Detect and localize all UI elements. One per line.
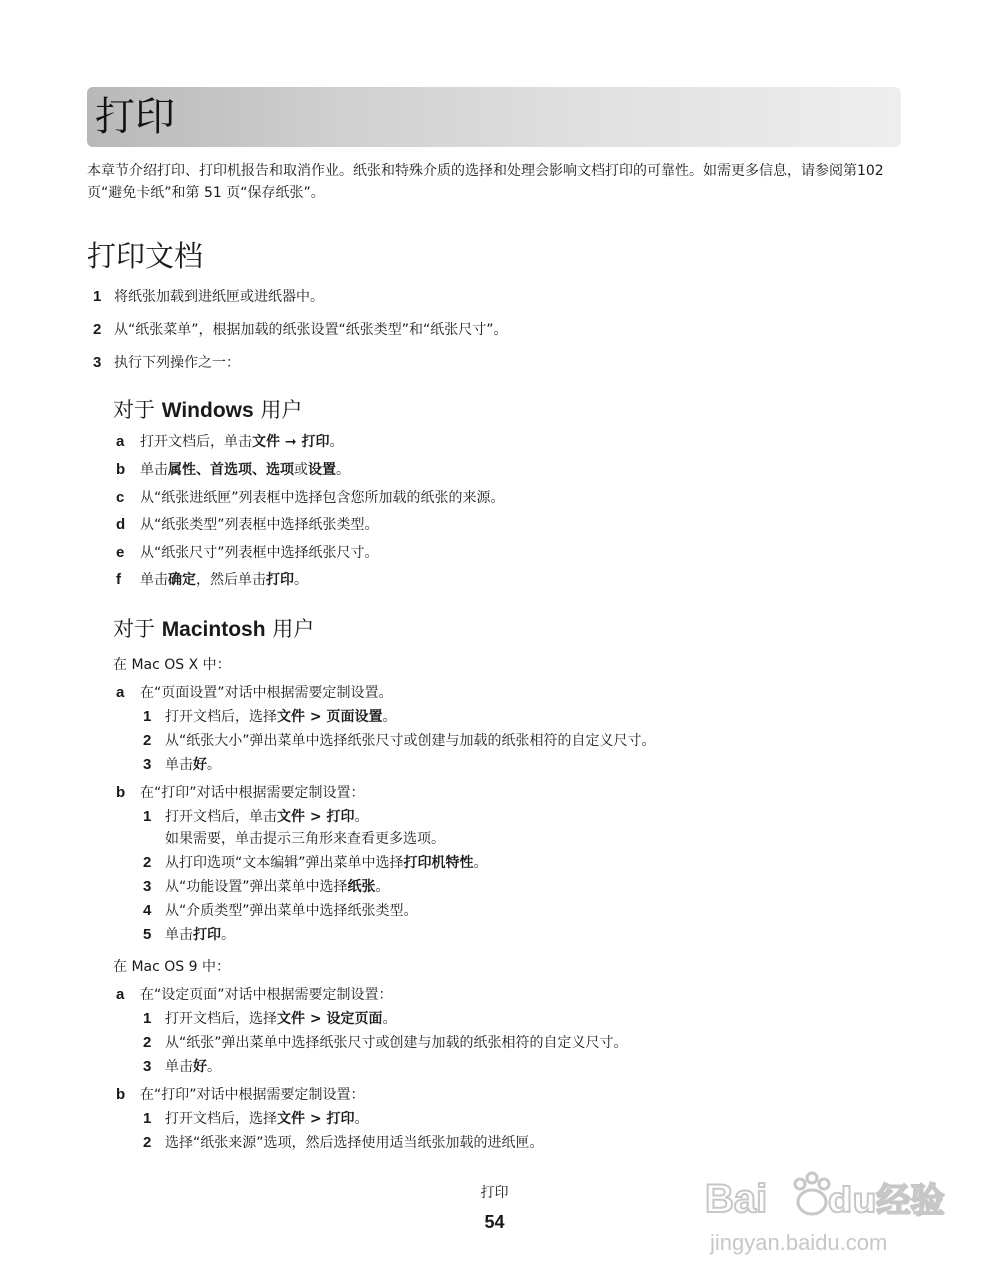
windows-heading: [113, 396, 302, 425]
text-part: 。: [382, 1011, 397, 1027]
step-text: 将纸张加载到进纸匣或进纸器中。: [114, 289, 324, 305]
step-text: 从“介质类型”弹出菜单中选择纸张类型。: [165, 903, 418, 919]
text-part: 打开文档后，选择: [165, 709, 277, 725]
footer-chapter-title: 打印: [480, 1185, 509, 1201]
text-part: 。: [354, 1111, 369, 1127]
step-text: 从“纸张菜单”，根据加载的纸张设置“纸张类型”和“纸张尺寸”。: [114, 322, 508, 338]
item-text: [140, 432, 343, 452]
item-text: 在“打印”对话中根据需要定制设置：: [140, 785, 365, 801]
menu-path: 文件 > 打印: [277, 809, 355, 825]
text-part: 。: [221, 927, 235, 943]
section-title: 打印文档: [87, 239, 204, 273]
step-number: 1: [143, 1110, 152, 1127]
step-number: 2: [93, 321, 102, 338]
baidu-jingyan-watermark: [700, 1150, 960, 1260]
menu-path: 打印机特性: [403, 855, 474, 871]
item-text: 在“打印”对话中根据需要定制设置：: [140, 1087, 365, 1103]
item-text: 从“纸张尺寸”列表框中选择纸张尺寸。: [140, 545, 379, 561]
step-number: 5: [143, 926, 152, 943]
text-part: ，然后单击: [196, 572, 266, 588]
text-part: 。: [294, 572, 308, 588]
step-number: 3: [143, 878, 152, 895]
step-text: [165, 853, 488, 873]
text-part: 。: [473, 855, 488, 871]
step-text: [165, 755, 221, 775]
step-number: 3: [93, 354, 102, 371]
heading-prefix: 对于: [113, 617, 155, 641]
menu-path: 设置: [308, 462, 336, 478]
text-part: 。: [329, 434, 344, 450]
text-part: 。: [354, 809, 369, 825]
step-number: 1: [93, 288, 102, 305]
item-text: 从“纸张进纸匣”列表框中选择包含您所加载的纸张的来源。: [140, 490, 505, 506]
menu-path: 好: [193, 1059, 207, 1075]
intro-paragraph: 本章节介绍打印、打印机报告和取消作业。纸张和特殊介质的选择和处理会影响文档打印的可靠性。如需更多信息，请参阅第102 页“避免卡纸”和第 51 页“保存纸张”。: [87, 163, 884, 201]
step-text: [165, 807, 368, 827]
menu-path: 纸张: [347, 879, 376, 895]
step-text: 从“纸张大小”弹出菜单中选择纸张尺寸或创建与加载的纸张相符的自定义尺寸。: [165, 733, 656, 749]
text-part: 打开文档后，单击: [140, 434, 252, 450]
step-note: 如果需要，单击提示三角形来查看更多选项。: [165, 831, 445, 847]
step-number: 2: [143, 732, 152, 749]
text-part: 单击: [165, 1059, 193, 1075]
item-label: b: [116, 1086, 126, 1103]
menu-path: 文件 > 打印: [277, 1111, 355, 1127]
item-label: b: [116, 461, 126, 478]
watermark-url: jingyan.baidu.com: [710, 1230, 888, 1255]
chapter-title: 打印: [95, 94, 175, 140]
item-label: d: [116, 516, 126, 533]
step-number: 1: [143, 708, 152, 725]
text-part: 打开文档后，选择: [165, 1111, 277, 1127]
item-label: a: [116, 986, 125, 1003]
text-part: 单击: [165, 927, 193, 943]
step-number: 2: [143, 1134, 152, 1151]
item-label: c: [116, 489, 125, 506]
text-part: 打开文档后，选择: [165, 1011, 277, 1027]
menu-path: 确定: [168, 572, 196, 588]
item-text: 从“纸张类型”列表框中选择纸张类型。: [140, 517, 379, 533]
text-part: 或: [294, 462, 308, 478]
step-text: 执行下列操作之一：: [114, 355, 240, 371]
step-text: 选择“纸张来源”选项，然后选择使用适当纸张加载的进纸匣。: [165, 1135, 544, 1151]
item-label: e: [116, 544, 125, 561]
watermark-brand: Bai: [705, 1177, 768, 1221]
step-text: [165, 925, 235, 945]
item-label: f: [116, 571, 121, 588]
menu-path: 好: [193, 757, 207, 773]
menu-path: 文件 ➞ 打印: [252, 434, 330, 450]
text-part: 打开文档后，单击: [165, 809, 277, 825]
item-text: [140, 460, 350, 480]
heading-os-name: Windows: [161, 399, 254, 422]
menu-path: 打印: [193, 927, 221, 943]
text-part: 单击: [165, 757, 193, 773]
menu-path: 打印: [266, 572, 294, 588]
text-part: 从打印选项“文本编辑”弹出菜单中选择: [165, 855, 404, 871]
step-number: 3: [143, 756, 152, 773]
text-part: 。: [207, 1059, 221, 1075]
heading-suffix: 用户: [260, 398, 303, 422]
menu-path: 文件 > 设定页面: [277, 1011, 383, 1027]
chapter-header-bar: [87, 87, 901, 147]
text-part: 。: [375, 879, 390, 895]
step-text: [165, 1009, 396, 1029]
step-number: 1: [143, 808, 152, 825]
heading-suffix: 用户: [272, 617, 315, 641]
heading-os-name: Macintosh: [161, 618, 266, 641]
text-part: 。: [336, 462, 350, 478]
step-number: 3: [143, 1058, 152, 1075]
text-part: 。: [382, 709, 397, 725]
item-text: 在“设定页面”对话中根据需要定制设置：: [140, 987, 393, 1003]
mac-os9-label: 在 Mac OS 9 中：: [113, 959, 230, 975]
step-text: [165, 1057, 221, 1077]
mac-heading: [113, 615, 314, 644]
item-label: b: [116, 784, 126, 801]
text-part: 。: [207, 757, 221, 773]
item-label: a: [116, 684, 125, 701]
step-number: 2: [143, 854, 152, 871]
text-part: 单击: [140, 572, 168, 588]
step-text: 从“纸张”弹出菜单中选择纸张尺寸或创建与加载的纸张相符的自定义尺寸。: [165, 1035, 628, 1051]
page-number: 54: [484, 1212, 505, 1232]
step-text: [165, 877, 390, 897]
step-text: [165, 707, 396, 727]
step-number: 1: [143, 1010, 152, 1027]
step-number: 4: [143, 902, 152, 919]
item-text: 在“页面设置”对话中根据需要定制设置。: [140, 685, 393, 701]
heading-prefix: 对于: [113, 398, 155, 422]
mac-osx-label: 在 Mac OS X 中：: [113, 657, 231, 673]
menu-path: 文件 > 页面设置: [277, 709, 383, 725]
item-text: [140, 570, 308, 590]
step-number: 2: [143, 1034, 152, 1051]
step-text: [165, 1109, 368, 1129]
item-label: a: [116, 433, 125, 450]
watermark-brand-suffix: du经验: [828, 1181, 945, 1221]
menu-path: 属性、首选项、选项: [168, 462, 294, 478]
text-part: 单击: [140, 462, 168, 478]
text-part: 从“功能设置”弹出菜单中选择: [165, 879, 348, 895]
